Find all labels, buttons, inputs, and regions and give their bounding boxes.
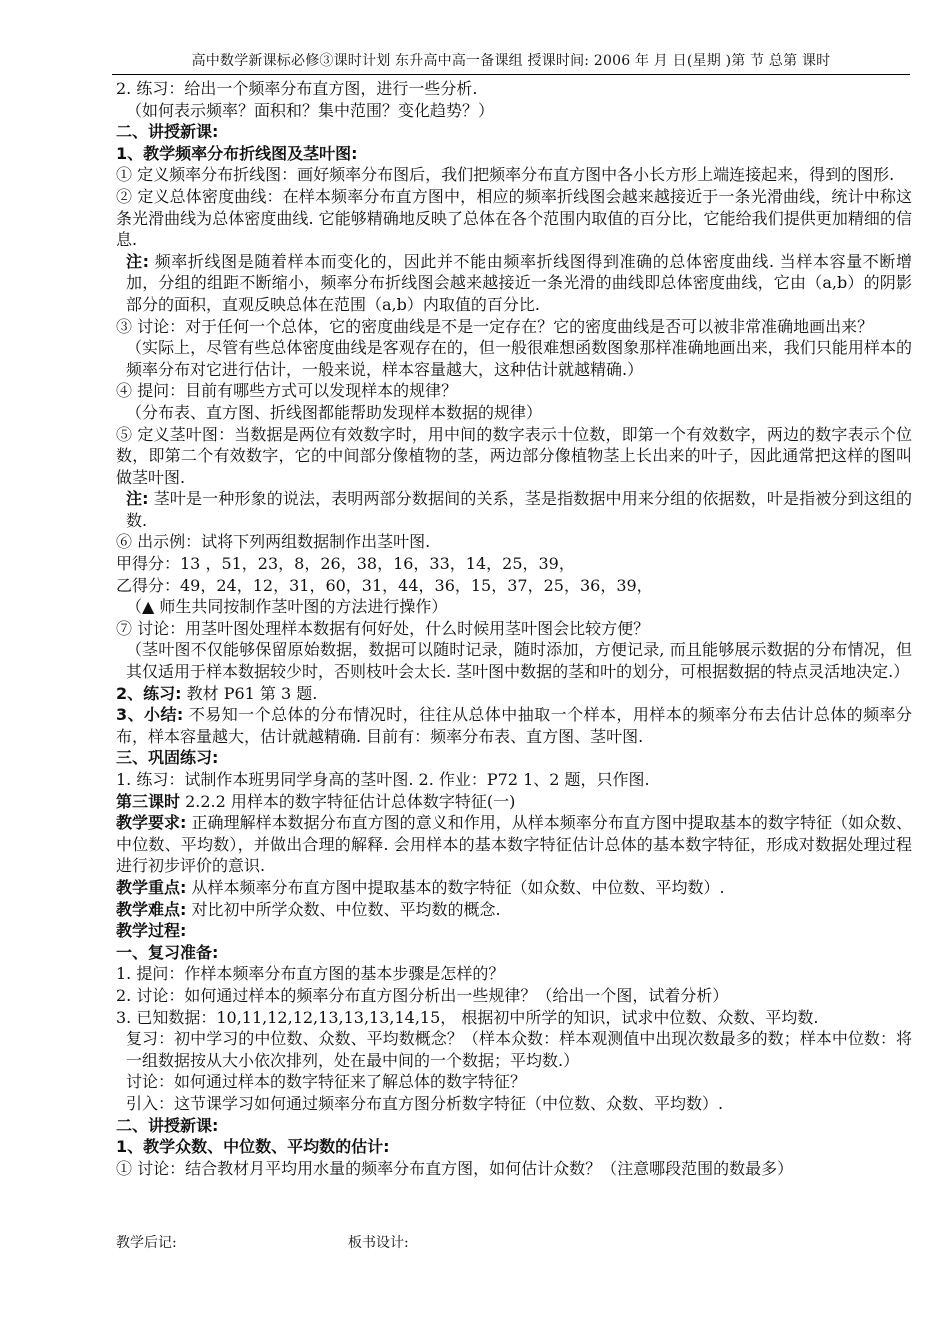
paragraph	[116, 1136, 912, 1158]
paragraph	[116, 164, 912, 186]
page-footer	[116, 1232, 616, 1252]
bold-heading: 二、讲授新课:	[116, 1115, 219, 1135]
paragraph	[116, 683, 912, 705]
paragraph-text: ④ 提问：目前有哪些方式可以发现样本的规律？	[116, 381, 458, 401]
paragraph-text: （分布表、直方图、折线图都能帮助发现样本数据的规律）	[126, 402, 543, 422]
bold-heading: 教学重点:	[116, 877, 187, 897]
paragraph	[116, 747, 912, 769]
paragraph	[116, 402, 912, 424]
paragraph	[116, 575, 912, 597]
paragraph	[116, 380, 912, 402]
board-design-label: 板书设计:	[348, 1235, 409, 1251]
paragraph	[116, 596, 912, 618]
paragraph	[116, 1028, 912, 1071]
paragraph-text: 2. 讨论：如何通过样本的频率分布直方图分析出一些规律？（给出一个图，试着分析）	[116, 985, 729, 1005]
paragraph	[116, 618, 912, 640]
paragraph	[116, 488, 912, 531]
paragraph	[116, 963, 912, 985]
paragraph-text: ① 定义频率分布折线图：画好频率分布图后，我们把频率分布直方图中各小长方形上端连接起来，得到的图形.	[116, 165, 895, 185]
paragraph-text: 甲得分：13 ，51，23，8，26，38，16，33，14，25，39，	[116, 554, 575, 574]
paragraph	[116, 143, 912, 165]
teaching-notes-label: 教学后记:	[116, 1235, 177, 1251]
paragraph-text: 从样本频率分布直方图中提取基本的数字特征（如众数、中位数、平均数）.	[186, 877, 725, 897]
paragraph	[116, 899, 912, 921]
paragraph	[116, 942, 912, 964]
bold-heading: 教学过程:	[116, 921, 187, 941]
paragraph-text: 教材 P61 第 3 题.	[181, 683, 318, 703]
paragraph-text: （▲ 师生共同按制作茎叶图的方法进行操作）	[126, 597, 448, 617]
bold-heading: 1、教学频率分布折线图及茎叶图:	[116, 143, 358, 163]
paragraph-text: 乙得分：49，24，12，31，60，31，44，36，15，37，25，36，39，	[116, 575, 653, 595]
paragraph-text: 正确理解样本数据分布直方图的意义和作用，从样本频率分布直方图中提取基本的数字特征（如众数、中位数、平均数），并做出合理的解释. 会用样本的基本数字特征估计总体的基本数字特征，形成对数据处理过程进行初步评价的意识.	[116, 813, 912, 876]
paragraph	[116, 1115, 912, 1137]
paragraph	[116, 553, 912, 575]
paragraph-text: 2. 练习：给出一个频率分布直方图，进行一些分析.	[116, 79, 478, 98]
paragraph	[116, 920, 912, 942]
bold-heading: 三、巩固练习:	[116, 748, 219, 768]
paragraph-text: 2.2.2 用样本的数字特征估计总体数字特征(一)	[180, 791, 516, 811]
paragraph-text: ⑦ 讨论：用茎叶图处理样本数据有何好处，什么时候用茎叶图会比较方便？	[116, 618, 650, 638]
bold-heading: 一、复习准备:	[116, 942, 219, 962]
bold-heading: 1、教学众数、中位数、平均数的估计:	[116, 1137, 390, 1157]
paragraph-text: 3. 已知数据：10,11,12,12,13,13,13,14,15， 根据初中所学的知识，试求中位数、众数、平均数.	[116, 1007, 819, 1027]
paragraph-text: （如何表示频率？面积和？集中范围？变化趋势？）	[126, 100, 495, 120]
document-body	[116, 78, 912, 1179]
paragraph	[116, 639, 912, 682]
paragraph	[116, 251, 912, 316]
paragraph	[116, 985, 912, 1007]
paragraph	[116, 812, 912, 877]
paragraph-text: 频率折线图是随着样本而变化的，因此并不能由频率折线图得到准确的总体密度曲线. 当样本容量不断增加，分组的组距不断缩小，频率分布折线图会越来越接近一条光滑的曲线即总体密度曲线，它由（a,b）的阴影部分的面积，直观反映总体在范围（a,b）内取值的百分比.	[126, 251, 913, 314]
paragraph	[116, 704, 912, 747]
paragraph-text: 讨论：如何通过样本的数字特征来了解总体的数字特征？	[126, 1072, 527, 1092]
paragraph-text: （茎叶图不仅能够保留原始数据，数据可以随时记录，随时添加，方便记录, 而且能够展示数据的分布情况，但其仅适用于样本数据较少时，否则枝叶会太长. 茎叶图中数据的茎和叶的划分，可根据数据的特点灵活地决定.）	[126, 640, 912, 682]
paragraph-text: 对比初中所学众数、中位数、平均数的概念.	[186, 899, 501, 919]
paragraph-text: ⑤ 定义茎叶图：当数据是两位有效数字时，用中间的数字表示十位数，即第一个有效数字，两边的数字表示个位数，即第二个有效数字，它的中间部分像植物的茎，两边部分像植物茎上长出来的叶子，因此通常把这样的图叫做茎叶图.	[116, 424, 912, 487]
paragraph	[116, 531, 912, 553]
paragraph-text: 茎叶是一种形象的说法，表明两部分数据间的关系，茎是指数据中用来分组的依据数，叶是指被分到这组的数.	[126, 489, 912, 530]
paragraph-text: ③ 讨论：对于任何一个总体，它的密度曲线是不是一定存在？它的密度曲线是否可以被非常准确地画出来？	[116, 316, 874, 336]
bold-heading: 3、小结:	[116, 705, 184, 725]
paragraph-text: 不易知一个总体的分布情况时，往往从总体中抽取一个样本，用样本的频率分布去估计总体的频率分布，样本容量越大，估计就越精确. 目前有：频率分布表、直方图、茎叶图.	[116, 705, 912, 746]
bold-heading: 第三课时	[116, 791, 181, 811]
bold-heading: 教学要求:	[116, 813, 187, 833]
page-header: 高中数学新课标必修③课时计划 东升高中高一备课组 授课时间: 2006 年 月 日(星期 )第 节 总第 课时	[112, 52, 910, 75]
paragraph-text: ⑥ 出示例：试将下列两组数据制作出茎叶图.	[116, 532, 431, 552]
bold-heading: 教学难点:	[116, 899, 187, 919]
paragraph-text: 复习：初中学习的中位数、众数、平均数概念？（样本众数：样本观测值中出现次数最多的数；样本中位数：将一组数据按从大小依次排列，处在最中间的一个数据；平均数.）	[126, 1029, 912, 1070]
paragraph	[116, 100, 912, 122]
paragraph	[116, 1007, 912, 1029]
paragraph	[116, 791, 912, 813]
paragraph	[116, 769, 912, 791]
paragraph	[116, 316, 912, 338]
paragraph-text: ① 讨论：结合教材月平均用水量的频率分布直方图，如何估计众数？（注意哪段范围的数最多）	[116, 1158, 794, 1178]
paragraph	[116, 424, 912, 489]
paragraph	[116, 337, 912, 380]
bold-heading: 二、讲授新课:	[116, 122, 219, 142]
paragraph	[116, 877, 912, 899]
paragraph-text: 1. 练习：试制作本班男同学身高的茎叶图. 2. 作业：P72 1、2 题，只作图.	[116, 770, 650, 789]
paragraph	[116, 78, 912, 100]
paragraph-text: ② 定义总体密度曲线：在样本频率分布直方图中，相应的频率折线图会越来越接近于一条光滑曲线，统计中称这条光滑曲线为总体密度曲线. 它能够精确地反映了总体在各个范围内取值的百分比，它能给我们提供更加精细的信息.	[116, 186, 912, 250]
paragraph-text: 1. 提问：作样本频率分布直方图的基本步骤是怎样的？	[116, 964, 505, 984]
bold-heading: 注:	[126, 489, 149, 509]
paragraph	[116, 1158, 912, 1180]
bold-heading: 注:	[126, 251, 150, 271]
paragraph	[116, 1093, 912, 1115]
paragraph	[116, 1071, 912, 1093]
paragraph-text: 引入：这节课学习如何通过频率分布直方图分析数字特征（中位数、众数、平均数）.	[126, 1093, 724, 1113]
bold-heading: 2、练习:	[116, 683, 182, 703]
paragraph-text: （实际上，尽管有些总体密度曲线是客观存在的，但一般很难想函数图象那样准确地画出来，我们只能用样本的频率分布对它进行估计，一般来说，样本容量越大，这种估计就越精确.）	[126, 338, 912, 379]
paragraph	[116, 121, 912, 143]
paragraph	[116, 186, 912, 251]
